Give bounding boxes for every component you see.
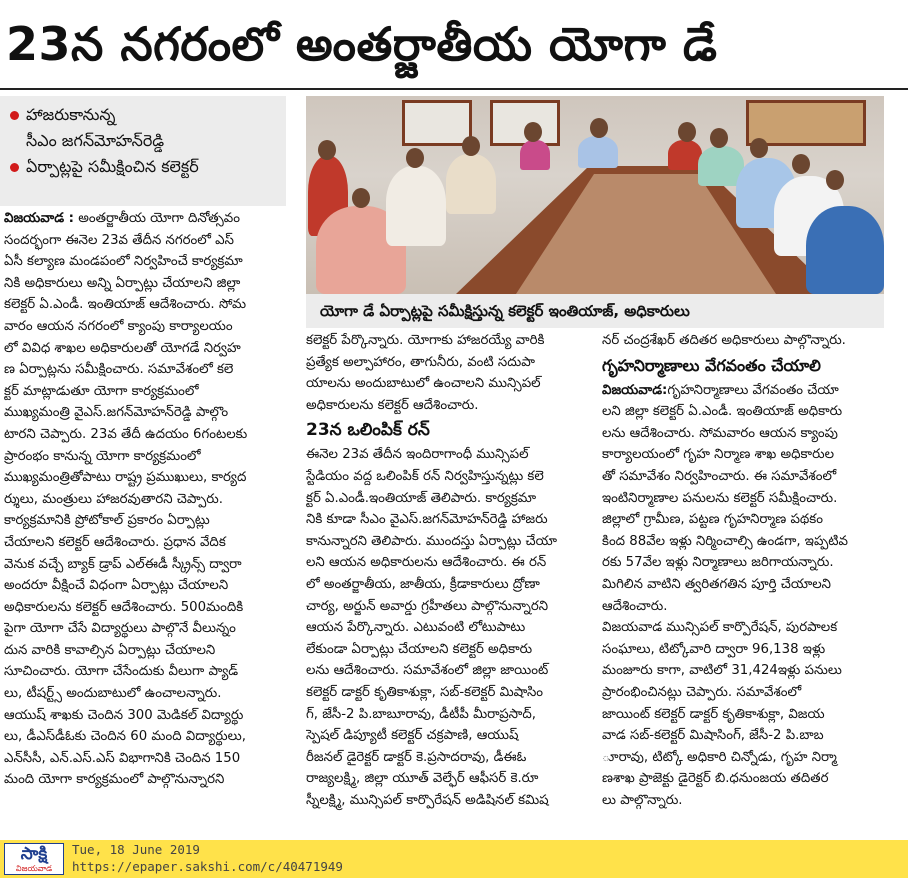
- text-line: చార్య, అర్జున్ అవార్డు గ్రహీతలు పాల్గొనున్నారని: [306, 598, 549, 614]
- text-line: ర్శులు, మంత్రులు హాజరవుతారని చెప్పారు.: [4, 491, 223, 507]
- text-line: కలెక్టర్ డాక్టర్ కృతికాశుక్లా, సబ్-కలెక్టర్ మిషాసిం: [306, 684, 544, 700]
- text-line: నర్ చంద్రశేఖర్ తదితర అధికారులు పాల్గొన్నారు.: [602, 333, 846, 348]
- text-line: చేయాలని కలెక్టర్ ఆదేశించారు. ప్రధాన వేదిక: [4, 534, 226, 550]
- text-line: ఆదేశించారు.: [602, 598, 668, 614]
- photo-caption: యోగా డే ఏర్పాట్లపై సమీక్షిస్తున్న కలెక్టర్ ఇంతియాజ్, అధికారులు: [306, 294, 884, 328]
- photo-person: [806, 206, 884, 294]
- text-line: ఎన్‌సీసీ, ఎన్.ఎస్.ఎస్ విభాగానికి చెందిన 150: [4, 750, 241, 766]
- red-bullet-icon: [10, 111, 19, 120]
- issue-date: Tue, 18 June 2019: [72, 842, 200, 857]
- text-line: ఈనెల 23వ తేదీన ఇందిరాగాంధీ మున్సిపల్: [306, 447, 529, 463]
- text-line: ఇంటినిర్మాణాల పనులను కలెక్టర్ సమీక్షించారు.: [602, 490, 838, 506]
- text-line: ణశాఖ ప్రాజెక్టు డైరెక్టర్ బి.ధనుంజయ తదితర: [602, 771, 829, 787]
- dateline: విజయవాడ:: [602, 382, 668, 398]
- subheading-olympic-run: 23న ఒలింపిక్ రన్: [306, 420, 430, 441]
- text-line: విజయవాడ మున్సిపల్ కార్పొరేషన్, పురపాలక: [602, 620, 838, 636]
- text-line: ూరావు, టిట్కో అధికారి చిన్నోడు, గృహ నిర్మా: [602, 749, 837, 765]
- dateline: విజయవాడ :: [4, 211, 74, 226]
- epaper-url-link[interactable]: https://epaper.sakshi.com/c/40471949: [72, 859, 343, 874]
- text-line: క్టర్ ఏ.ఎండీ.ఇంతియాజ్ తెలిపారు. కార్యక్రమా: [306, 490, 537, 506]
- epaper-footer: [0, 840, 908, 878]
- text-line: ప్రత్యేక అల్పాహారం, తాగునీరు, వంటి సదుపా: [306, 354, 535, 370]
- line-text: గృహనిర్మాణాలు వేగవంతం చేయా: [667, 382, 839, 398]
- photo-head: [826, 170, 844, 190]
- article-column-2: [306, 330, 596, 840]
- text-line: లో వివిధ శాఖల అధికారులతో యోగడే నిర్వహ: [4, 340, 241, 356]
- photo-head: [524, 122, 542, 142]
- text-line: ఆయుష్ శాఖకు చెందిన 300 మెడికల్ విద్యార్థు: [4, 707, 244, 723]
- text-line: కార్యక్రమానికి ప్రోటోకాల్ ప్రకారం ఏర్పాట్లు: [4, 513, 210, 529]
- text-line: రీజనల్ డైరెక్టర్ డాక్టర్ కె.ప్రసాదరావు, డీఈఓ: [306, 749, 527, 765]
- text-line: [602, 380, 904, 402]
- text-line: అధికారులను కలెక్టర్ ఆదేశించారు. 500మందికి: [4, 599, 244, 615]
- text-line: క్టర్ మాట్లాడుతూ యోగా కార్యక్రమంలో: [4, 383, 199, 399]
- photo-head: [710, 128, 728, 148]
- photo-head: [352, 188, 370, 208]
- text-line: గ్, జేసీ-2 పి.బాబూరావు, డీటీపీ మీరాప్రసాద్,: [306, 706, 536, 722]
- text-line: అధికారులను కలెక్టర్ ఆదేశించారు.: [306, 397, 479, 413]
- text-line: లో అంతర్జాతీయ, జాతీయ, క్రీడాకారులు ద్రోణా: [306, 576, 540, 592]
- text-line: వారం ఆయన నగరంలో క్యాంపు కార్యాలయం: [4, 318, 233, 334]
- text-line: మిగిలిన వాటిని త్వరితగతిన పూర్తి చేయాలని: [602, 576, 831, 592]
- text-line: జాయింట్ కలెక్టర్ డాక్టర్ కృతికాశుక్లా, విజయ: [602, 706, 825, 722]
- text-line: తో సమావేశం నిర్వహించారు. ఈ సమావేశంలో: [602, 468, 837, 484]
- highlight-text: ఏర్పాట్లపై సమీక్షించిన కలెక్టర్: [26, 157, 199, 176]
- text-line: మంది యోగా కార్యక్రమంలో పాల్గొనున్నారని: [4, 772, 225, 788]
- highlight-item: [8, 102, 278, 128]
- photo-head: [750, 138, 768, 158]
- text-line: సంఘాలు, టిట్కోవారి ద్వారా 96,138 ఇళ్లు: [602, 641, 826, 657]
- line-text: అంతర్జాతీయ యోగా దినోత్సవం: [78, 211, 240, 226]
- text-line: ఆయన పేర్కొన్నారు. ఎటువంటి లోటుపాటు: [306, 620, 526, 636]
- headline: 23న నగరంలో అంతర్జాతీయ యోగా డే: [6, 17, 718, 71]
- highlight-text: హాజరుకానున్న: [26, 105, 116, 124]
- text-line: ణ ఏర్పాట్లను సమీక్షించారు. సమావేశంలో కలె: [4, 362, 234, 378]
- text-line: స్టేడియం వద్ద ఒలింపిక్ రన్ నిర్వహిస్తున్నట్లు కలె: [306, 468, 544, 484]
- text-line: నికి అధికారులు అన్ని ఏర్పాట్లు చేయాలని జిల్లా: [4, 275, 241, 291]
- logo-edition: విజయవాడ: [15, 864, 53, 873]
- text-line: లను ఆదేశించారు. సోమవారం ఆయన క్యాంపు: [602, 425, 838, 441]
- photo-person: [446, 154, 496, 214]
- text-line: రకు 57వేల ఇళ్లు నిర్మాణాలు జరిగాయన్నారు.: [602, 555, 834, 571]
- text-line: టారని చెప్పారు. 23వ తేదీ ఉదయం 6గంటలకు: [4, 426, 248, 442]
- text-line: ఏసీ కల్యాణ మండపంలో నిర్వహించే కార్యక్రమా: [4, 254, 243, 270]
- highlight-text: సీఎం జగన్‌మోహన్‌రెడ్డి: [26, 131, 165, 150]
- article-column-1: [4, 208, 286, 840]
- text-line: నికి కూడా సీఎం వైఎస్.జగన్‌మోహన్‌రెడ్డి హాజరు: [306, 512, 548, 528]
- logo-text: సాక్షి: [20, 844, 48, 864]
- subheading-housing: గృహనిర్మాణాలు వేగవంతం చేయాలి: [602, 355, 821, 375]
- photo-person: [668, 140, 702, 170]
- photo-window: [402, 100, 472, 146]
- text-line: స్పెషల్ డిప్యూటీ కలెక్టర్ చక్రపాణి, ఆయుష్: [306, 728, 519, 744]
- red-bullet-icon: [10, 163, 19, 172]
- text-line: కానున్నారని తెలిపారు. ముందస్తు ఏర్పాట్లు చేయా: [306, 533, 558, 549]
- text-line: ప్రారంభించినట్లు చెప్పారు. సమావేశంలో: [602, 684, 802, 700]
- text-line: పైగా యోగా చేసే విద్యార్థులు పాల్గొనే వీలున్నం: [4, 621, 236, 637]
- text-line: స్నీలక్ష్మి, మున్సిపల్ కార్పొరేషన్ అడిషినల్ కమిష: [306, 792, 549, 808]
- text-line: లు, డీఎస్‌డీఓకు చెందిన 60 మంది విద్యార్థులు,: [4, 729, 246, 745]
- text-line: రాజ్యలక్ష్మి, జిల్లా యూత్ వెల్ఫేర్ ఆఫీసర్ కె.రూ: [306, 771, 539, 787]
- text-line: కలెక్టర్ ఏ.ఎండీ. ఇంతియాజ్ ఆదేశించారు. సోమ: [4, 297, 247, 313]
- photo-person: [578, 136, 618, 168]
- meeting-photo: [306, 96, 884, 294]
- text-line: ముఖ్యమంత్రితోపాటు రాష్ట్ర ప్రముఖులు, కార్యద: [4, 470, 247, 486]
- photo-window: [490, 100, 560, 146]
- sakshi-logo[interactable]: [4, 843, 64, 875]
- photo-head: [462, 136, 480, 156]
- highlight-item: [8, 154, 278, 180]
- text-line: లని ఆయన అధికారులను ఆదేశించారు. ఈ రన్: [306, 555, 547, 571]
- text-line: దున వారికి కావాల్సిన ఏర్పాట్లు చేయాలని: [4, 642, 216, 658]
- photo-head: [678, 122, 696, 142]
- text-line: అందరూ వీక్షించే విధంగా ఏర్పాట్లు చేయాలని: [4, 578, 229, 594]
- text-line: లను ఆదేశించారు. సమావేశంలో జిల్లా జాయింట్: [306, 663, 549, 679]
- text-line: [4, 208, 286, 230]
- photo-head: [406, 148, 424, 168]
- highlight-item: [8, 128, 278, 154]
- text-line: లని జిల్లా కలెక్టర్ ఏ.ఎండీ. ఇంతియాజ్ అధికారు: [602, 404, 843, 420]
- photo-head: [318, 140, 336, 160]
- photo-person: [520, 140, 550, 170]
- text-line: కలెక్టర్ పేర్కొన్నారు. యోగాకు హాజరయ్యే వారికి: [306, 333, 545, 348]
- text-line: కార్యాలయంలో గృహ నిర్మాణ శాఖ అధికారుల: [602, 447, 834, 463]
- text-line: కింద 88వేల ఇళ్లు నిర్మించాల్సి ఉండగా, ఇప్పటివ: [602, 533, 848, 549]
- text-line: ముఖ్యమంత్రి వైఎస్.జగన్‌మోహన్‌రెడ్డి పాల్గొం: [4, 405, 229, 421]
- highlights-box: [0, 96, 286, 206]
- article-column-3: [602, 330, 904, 840]
- text-line: లు పాల్గొన్నారు.: [602, 792, 683, 808]
- text-line: లేకుండా ఏర్పాట్లు చేయాలని కలెక్టర్ అధికారు: [306, 641, 533, 657]
- text-line: ప్రారంభం కానున్న యోగా కార్యక్రమంలో: [4, 448, 201, 464]
- text-line: వెనుక వచ్చే బ్యాక్ డ్రాప్ ఎల్ఈడీ స్క్రీన్స్ ద్వారా: [4, 556, 242, 572]
- text-line: లు, టీషర్ట్స్ అందుబాటులో ఉంచాలన్నారు.: [4, 686, 222, 702]
- text-line: వాడ సబ్-కలెక్టర్ మిషాసింగ్, జేసీ-2 పి.బాబ: [602, 728, 824, 744]
- text-line: జిల్లాలో గ్రామీణ, పట్టణ గృహనిర్మాణ పథకం: [602, 512, 823, 528]
- text-line: యాలను అందుబాటులో ఉంచాలని మున్సిపల్: [306, 376, 541, 392]
- photo-head: [590, 118, 608, 138]
- photo-person: [386, 166, 446, 246]
- text-line: సందర్భంగా ఈనెల 23వ తేదీన నగరంలో ఎస్: [4, 232, 234, 248]
- headline-rule: [0, 88, 908, 90]
- text-line: సూచించారు. యోగా చేసేందుకు వీలుగా ప్యాడ్: [4, 664, 239, 680]
- photo-head: [792, 154, 810, 174]
- text-line: మంజూరు కాగా, వాటిలో 31,424ఇళ్లు పనులు: [602, 663, 842, 679]
